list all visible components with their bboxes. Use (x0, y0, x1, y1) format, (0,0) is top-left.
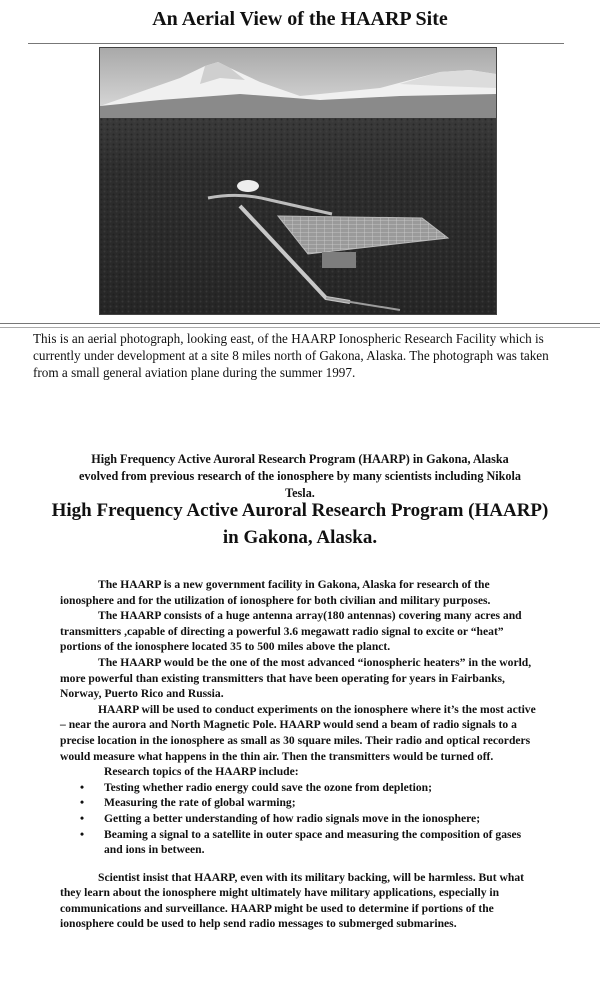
photo-caption: This is an aerial photograph, looking east, of the HAARP Ionospheric Research Facility which is currently under development at a site 8 miles north of Gakona, Alaska. The photograph was taken from a small general aviation plane during the summer 1997. (33, 331, 549, 380)
list-item: • Getting a better understanding of how radio signals move in the ionosphere; (104, 811, 540, 827)
photo-divider-2 (0, 327, 600, 328)
paragraph: The HAARP would be the one of the most advanced “ionospheric heaters” in the world, more powerful than existing transmitters that have been operating for years in Fairbanks, Norway, Puerto Rico and Russia. (60, 655, 532, 701)
title-divider (28, 43, 564, 44)
list-item: • Beaming a signal to a satellite in outer space and measuring the composition of gases and ions in between. (104, 827, 540, 858)
closing-paragraph: Scientist insist that HAARP, even with its military backing, will be harmless. But what they learn about the ionosphere might ultimately have military applications, especially in communications and surveillance. HAARP might be used to determine if portions of the ionosphere could be used to help send radio messages to submerged submarines. (60, 870, 524, 931)
article-body (60, 577, 540, 932)
list-item: • Measuring the rate of global warming; (104, 795, 540, 811)
photo-divider (0, 323, 600, 324)
paragraph: HAARP will be used to conduct experiments on the ionosphere where it’s the most active – near the aurora and North Magnetic Pole. HAARP would send a beam of radio signals to a precise location in the ionosphere as small as 30 square miles. Their radio and optical recorders would measure what happens in the thin air. Then the transmitters would be turned off. (60, 702, 536, 763)
intro-statement: High Frequency Active Auroral Research Program (HAARP) in Gakona, Alaska evolved from previous research of the ionosphere by many scientists including Nikola Tesla. (78, 452, 522, 500)
paragraph: The HAARP is a new government facility in Gakona, Alaska for research of the ionosphere and for the utilization of ionosphere for both civilian and military purposes. (60, 578, 491, 607)
topics-lead: Research topics of the HAARP include: (104, 765, 299, 779)
section-heading: High Frequency Active Auroral Research Program (HAARP) in Gakona, Alaska. (51, 500, 549, 548)
page-title: An Aerial View of the HAARP Site (152, 8, 448, 30)
paragraph: The HAARP consists of a huge antenna array(180 antennas) covering many acres and transmitters ,capable of directing a powerful 3.6 megawatt radio signal to excite or “heat” portions of the ionosphere located 35 to 500 miles above the planct. (60, 609, 522, 654)
list-item: • Testing whether radio energy could save the ozone from depletion; (104, 780, 540, 796)
research-topics-list (60, 780, 540, 858)
aerial-photograph (99, 47, 497, 315)
